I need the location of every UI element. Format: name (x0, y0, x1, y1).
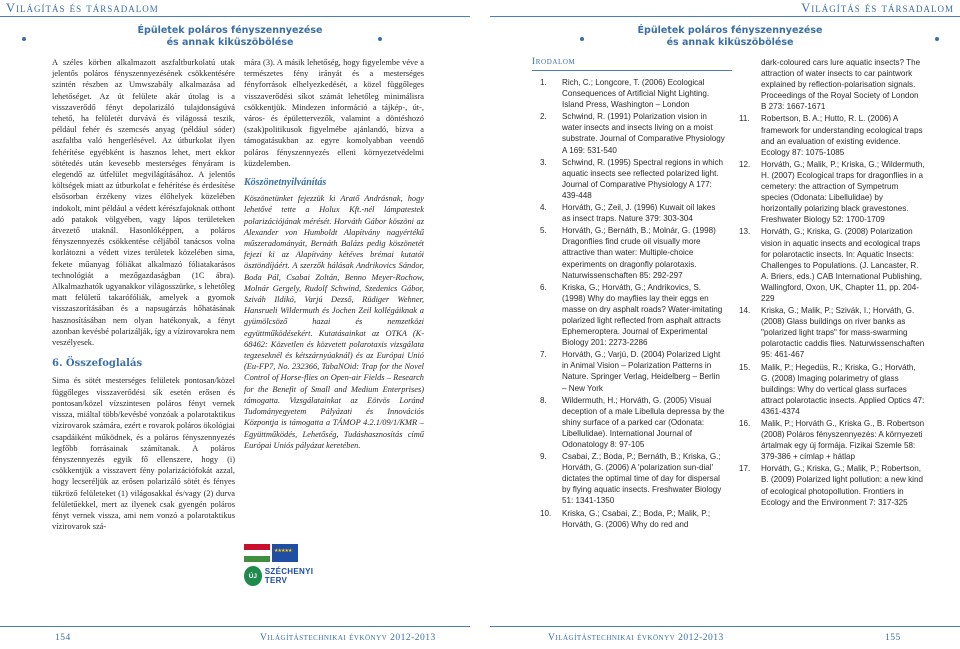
header-rule-right (490, 16, 960, 17)
bullet-dot-right2 (935, 37, 939, 41)
reference-item: 3. Schwind, R. (1995) Spectral regions in which aquatic insects see reflected polarized light. Journal of Comparative Physiology A 177: 439-448 (540, 157, 724, 200)
reference-item: 16. Malik, P.; Horváth G., Kriska G., B. Robertson (2008) Poláros fényszennyezés: A környezeti ártalmak egy új formája. Fizikai Szemle 58: 379-386 + címlap + hátlap (739, 419, 925, 462)
footer-title-right: Világítástechnikai évkönyv 2012-2013 (548, 633, 724, 643)
footer-title-left: Világítástechnikai évkönyv 2012-2013 (260, 633, 436, 643)
article-title-left (115, 25, 345, 49)
references-column-1 (540, 77, 726, 531)
references-rule (532, 70, 732, 71)
article-title-line1: Épületek poláros fényszennyezése (637, 25, 823, 36)
text-column-1 (52, 57, 235, 532)
continuation-paragraph: mára (3). A másik lehetőség, hogy figyelembe véve a természetes fény irányát és a mesterséges fényforrások elhelyezkedését, a közel függőleges visszaverődési síkot számát lehetőleg minimálisra csökkentjük. Mindezen információ a tájkép-, út-, város- és épülettervezők, valamint a döntéshozó (szak)politikusok figyelmébe ajánlandó, bízva a támogatásukban az egyre komolyabban veendő poláros fényszennyezés elleni környezetvédelmi küzdelemben. (244, 58, 424, 168)
hungarian-flag-icon (244, 544, 270, 562)
reference-item: 2. Schwind, R. (1991) Polarization vision in water insects and insects living on a moist substrate. Journal of Comparative Physiology A 169: 531-540 (540, 112, 725, 155)
reference-item: 7. Horváth, G.; Varjú, D. (2004) Polarized Light in Animal Vision – Polarization Patterns in Nature. Springer Verlag, Heidelberg – Berlin – New York (540, 350, 721, 393)
running-head-right: Világítás és társadalom (801, 1, 954, 15)
reference-item: dark-coloured cars lure aquatic insects? The attraction of water insects to car paintwork explained by reflection-polarisation signals. Proceedings of the Royal Society of London B 273: 1667-1671 (761, 58, 921, 112)
article-title-line1: Épületek poláros fényszennyezése (137, 25, 323, 36)
reference-item: 17. Horváth, G.; Kriska, G.; Malik, P.; Robertson, B. (2009) Polarized light pollution: a new kind of ecological photopollution. Frontiers in Ecology and the Environment 7: 317-325 (739, 464, 923, 507)
page-number-left: 154 (55, 633, 71, 643)
reference-item: 11. Robertson, B. A.; Hutto, R. L. (2006) A framework for understanding ecological traps and an evaluation of existing evidence. Ecology 87: 1075-1085 (739, 114, 923, 157)
body-paragraph: A széles körben alkalmazott aszfaltburkolatú utak jelentős poláros fényszennyezésének csökkentésére szintén részben az Umwszabály alkalmazása ad lehetőséget. Az út felülete akár útolag is a visszaverődő fényt depolarizáló tulajdonságúvá tehető, ha felületét durvává és világossá teszik, például fehér és szemcsés anyag (például sóder) aszfaltba való hengerlésével. Az útburkolat ilyen fehérítése egyébként is hasznos lehet, mert ekkor sötétedés után kevesebb mesterséges fényáram is elegendő az útfelület megvilágításához. A jelentős költségek miatt az útburkolat e fehérítése és érdesítése elsősorban érzékeny vizes élőhelyek közelében indokolt, mint például a védett kérészfajoknak otthont adó patakok völgyében, vagy lápos területeken átvezető utaknál. Hasonlóképpen, a poláros fényszennyezés csökkentése céljából tanácsos volna korlátozni a védett vizes területek közelében sima, fekete műanyag fóliákat alkalmazó fóliatakarásos technológiát a mezőgazdaságban (1C ábra). Alkalmazhatók ugyanakkor világosszürke, s lehetőleg matt felületű takarófóliák, amelyek a gyomok visszaszorításában és a napsugárzás hőhatásának hasznosításában nem olyan hatékonyak, a fényt azonban kevésbé polarizálják, így a vízirovarokra nem veszélyesek. (52, 58, 236, 348)
reference-item: 13. Horváth, G.; Kriska, G. (2008) Polarization vision in aquatic insects and ecological traps for polarotactic insects. In: Aquatic Insects: Challenges to Populations. (J. Lancaster, R. A. Briers, eds.) CAB International Publishing, Wallingford, Oxon, UK, Chapter 11, pp. 204-229 (739, 227, 923, 303)
header-rule-left (0, 16, 470, 17)
bullet-dot-right1 (580, 37, 584, 41)
szechenyi-circle-icon: ÚJ (244, 566, 262, 586)
footer-rule-left (0, 626, 470, 627)
footer-rule-right (490, 626, 960, 627)
running-head-left: Világítás és társadalom (6, 1, 159, 15)
bullet-dot-left (22, 37, 26, 41)
reference-item: 8. Wildermuth, H.; Horváth, G. (2005) Visual deception of a male Libellula depressa by the shiny surface of a parked car (Odonata: Libellulidae). International Journal of Odonatology 8: 97-105 (540, 395, 725, 449)
szechenyi-logo (244, 566, 330, 586)
reference-item: 9. Csabai, Z.; Boda, P.; Bernáth, B.; Kriska, G.; Horváth, G. (2006) A 'polarization sun-dial' dictates the optimal time of day for dispersal by flying aquatic insects. Freshwater Biology 51: 1341-1350 (540, 452, 722, 506)
flag-group (244, 544, 330, 562)
text-column-2 (244, 57, 424, 451)
reference-item: 10. Kriska, G.; Csabai, Z.; Boda, P.; Malik, P.; Horváth, G. (2006) Why do red and (540, 508, 711, 529)
eu-flag-icon (272, 544, 298, 562)
bullet-dot-mid (378, 37, 382, 41)
reference-item: 6. Kriska, G.; Horváth, G.; Andrikovics, S. (1998) Why do mayflies lay their eggs en masse on dry asphalt roads? Water-imitating polarized light reflected from asphalt attracts Ephemeroptera. Journal of Experimental Biology 201: 2273-2286 (540, 282, 723, 348)
acknowledgement-heading: Köszönetnyilvánítás (244, 177, 327, 189)
reference-item: 4. Horváth, G.; Zeil, J. (1996) Kuwait oil lakes as insect traps. Nature 379: 303-304 (540, 203, 716, 224)
reference-item: 1. Rich, C.; Longcore, T. (2006) Ecological Consequences of Artificial Night Lighting. Island Press, Washington – London (540, 78, 710, 110)
szechenyi-text: SZÉCHENYI TERV (264, 567, 314, 585)
reference-item: 14. Kriska, G.; Malik, P.; Szivák, I.; Horváth, G. (2008) Glass buildings on river banks as "polarized light traps" for mass-swarming polarotactic caddis flies. Naturwissenschaften 95: 461-467 (739, 306, 925, 360)
reference-item: 12. Horváth, G.; Malik, P.; Kriska, G.; Wildermuth, H. (2007) Ecological traps for dragonflies in a cemetery: the attraction of Sympetrum species (Odonata: Libellulidae) by horizontally polarizing black gravestones. Freshwater Biology 52: 1700-1709 (739, 159, 925, 225)
reference-item: 15. Malik, P.; Hegedüs, R.; Kriska, G.; Horváth, G. (2008) Imaging polarimetry of glass buildings: Why do vertical glass surfaces attract polarotactic insects. Applied Optics 47: 4361-4374 (739, 362, 925, 416)
reference-item: 5. Horváth, G.; Bernáth, B.; Molnár, G. (1998) Dragonflies find crude oil visually more attractive than water: Multiple-choice experiments on dragonfly polarotaxis. Naturwissenschaften 85: 292-297 (540, 226, 716, 280)
article-title-right (615, 25, 845, 49)
references-column-2 (739, 57, 925, 509)
article-title-line2: és annak kiküszöbölése (166, 37, 294, 48)
summary-paragraph: Sima és sötét mesterséges felületek pontosan/közel függőleges visszaverődési sík esetén erősen és pontosan/közel vízszintesen poláros fényt vernek vissza, miáltal több/kevésbé vonzóak a polarotaktikus vízirovarok számára, ezért e rovarok poláros ökológiai csapdáiként működnek, és a poláros fényszennyezés legfőbb forrásainak számítanak. A poláros fényszennyezés egyik fő ellenszere, hogy (i) csökkentjük a visszavert fény polarizációfokát azzal, hogy lecseréljük az erősen polarizáló sötét és fényes tükröző felületeket (1) világosakkal és/vagy (2) durva felületűekkel, mert az ilyenek csak gyengén poláros fényt vernek vissza, ami nem vonzó a polarotaktikus vízirovarok szá- (52, 376, 236, 532)
references-heading: Irodalom (532, 57, 576, 67)
funding-logo (244, 544, 330, 620)
page-number-right: 155 (885, 633, 901, 643)
acknowledgement-text: Köszönetünket fejezzük ki Aratő Andrásnak, hogy lehetővé tette a Holux Kft.-nél lámpatestek polarizációjának mérését. Horváth Gábor köszöni az Alexander von Humboldt Alapítvány nagyértékű műszeradományát, Bernáth Balázs pedig köszönetét fejezi ki az Alapítvány kétéves brémai kutatói ösztöndíjáért. A szerzők hálásak Andrikovics Sándor, Boda Pál, Csabai Zoltán, Benno Meyer-Rochow, Molnár Gergely, Rudolf Schwind, Szedenics Gábor, Sziváh Ildikó, Varjú Dezső, Rüdiger Wehner, Hansrueli Wildermuth és Jochen Zeil kollégáiknak a gyümölcsöző hazai és nemzetközi együttműködésekért. Kutatásainkat az OTKA (K-68462: Közvetlen és közvetett polarotaxis vizsgálata tegzeseknél és kétszárnyúaknál) és az Európai Unió (Eu-FP7, No. 232366, TabaNOid: Trap for the Novel Control of Horse-flies on Open-air Fields – Research for the Benefit of Small and Medium Enterprises) támogatta. Vizsgálatainkat az Eötvös Loránd Tudományegyetem Pályázati és Innovációs Központja is támogatta a TÁMOP 4.2.1/09/1/KMR – Együttműködés, Lehetőség, Tudáshasznosítás című Európai Uniós pályázat keretében. (244, 194, 424, 450)
section-heading: 6. Összefoglalás (52, 358, 143, 370)
article-title-line2: és annak kiküszöbölése (666, 37, 794, 48)
